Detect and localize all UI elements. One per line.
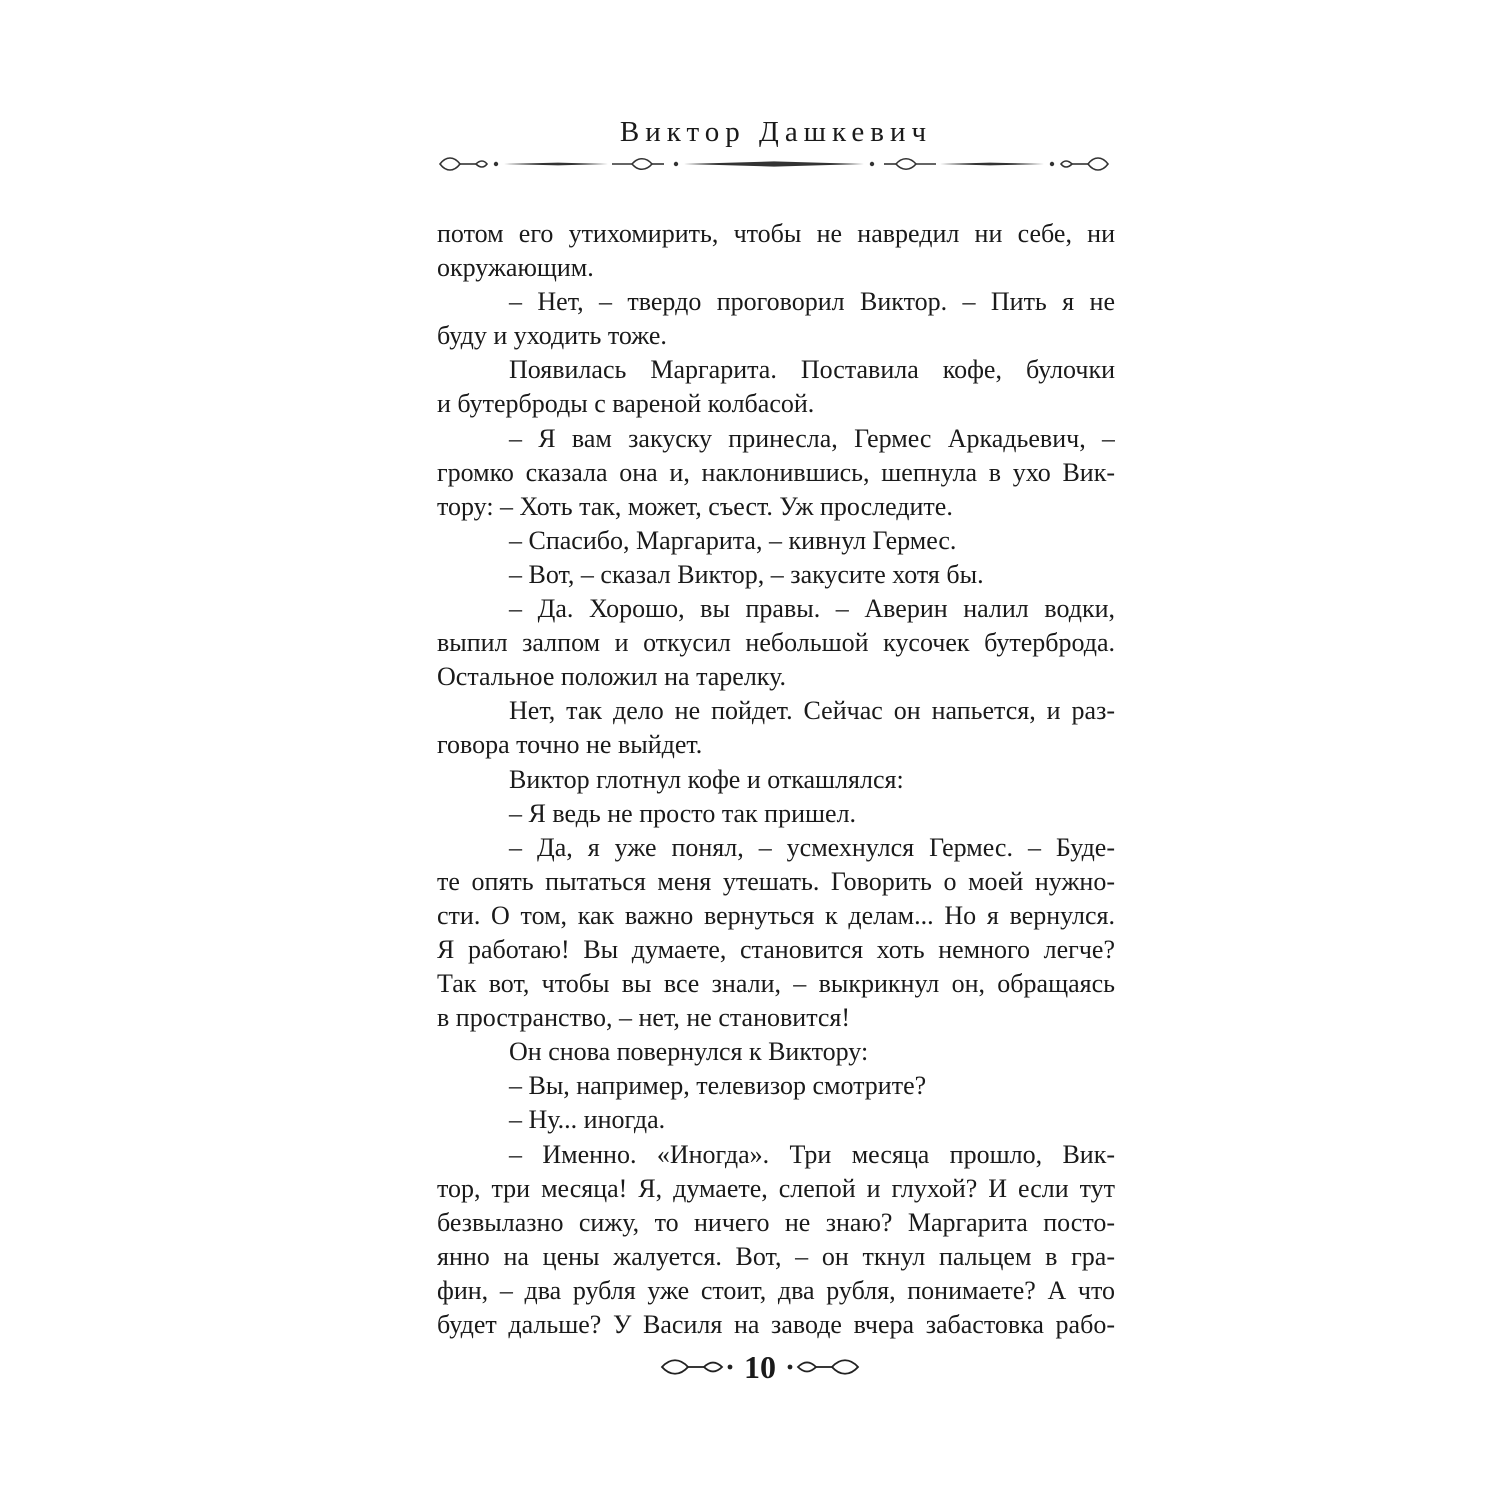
text-line: те опять пытаться меня утешать. Говорить о моей нужно- (437, 866, 1115, 896)
text-line: безвылазно сижу, то ничего не знаю? Маргарита посто- (437, 1207, 1115, 1237)
text-line: громко сказала она и, наклонившись, шепнула в ухо Вик- (437, 457, 1115, 487)
text-line: – Нет, – твердо проговорил Виктор. – Пить я не (509, 287, 1115, 317)
text-line: – Спасибо, Маргарита, – кивнул Гермес. (509, 525, 957, 555)
text-line: окружающим. (437, 253, 594, 283)
text-line: говора точно не выйдет. (437, 730, 703, 760)
running-head: Виктор Дашкевич (619, 116, 933, 148)
text-line: тору: – Хоть так, может, съест. Уж проследите. (437, 491, 953, 521)
text-line: – Да. Хорошо, вы правы. – Аверин налил водки, (509, 594, 1115, 624)
text-line: – Я вам закуску принесла, Гермес Аркадьевич, – (509, 423, 1115, 453)
text-line: янно на цены жалуется. Вот, – он ткнул пальцем в гра- (437, 1241, 1115, 1271)
text-line: – Вот, – сказал Виктор, – закусите хотя бы. (509, 559, 984, 589)
text-line: – Именно. «Иногда». Три месяца прошло, Вик- (509, 1139, 1115, 1169)
text-line: тор, три месяца! Я, думаете, слепой и глухой? И если тут (437, 1173, 1115, 1203)
text-line: будет дальше? У Василя на заводе вчера забастовка рабо- (437, 1310, 1115, 1339)
text-line: в пространство, – нет, не становится! (437, 1003, 851, 1033)
text-line: – Вы, например, телевизор смотрите? (509, 1071, 927, 1101)
page-number-block (660, 1345, 860, 1389)
header-ornament-rule (432, 150, 1116, 178)
text-line: Виктор глотнул кофе и откашлялся: (509, 764, 904, 794)
text-line: Остальное положил на тарелку. (437, 662, 786, 692)
text-line: потом его утихомирить, чтобы не навредил ни себе, ни (437, 219, 1115, 248)
text-line: – Ну... иногда. (509, 1105, 666, 1135)
body-text (437, 217, 1115, 1342)
text-line: выпил залпом и откусил небольшой кусочек бутерброда. (437, 628, 1115, 658)
text-line: – Я ведь не просто так пришел. (509, 798, 857, 828)
text-line: фин, – два рубля уже стоит, два рубля, понимаете? А что (437, 1275, 1115, 1305)
text-line: сти. О том, как важно вернуться к делам... Но я вернулся. (437, 900, 1115, 930)
text-line: Так вот, чтобы вы все знали, – выкрикнул он, обращаясь (437, 969, 1115, 999)
text-line: Нет, так дело не пойдет. Сейчас он напьется, и раз- (509, 696, 1115, 726)
text-line: буду и уходить тоже. (437, 321, 667, 351)
text-line: Он снова повернулся к Виктору: (509, 1037, 869, 1067)
text-line: Появилась Маргарита. Поставила кофе, булочки (509, 355, 1115, 385)
text-line: Я работаю! Вы думаете, становится хоть немного легче? (437, 934, 1115, 964)
text-line: – Да, я уже понял, – усмехнулся Гермес. – Буде- (509, 832, 1115, 862)
text-line: и бутерброды с вареной колбасой. (437, 389, 815, 419)
page-number: 10 (744, 1349, 776, 1385)
